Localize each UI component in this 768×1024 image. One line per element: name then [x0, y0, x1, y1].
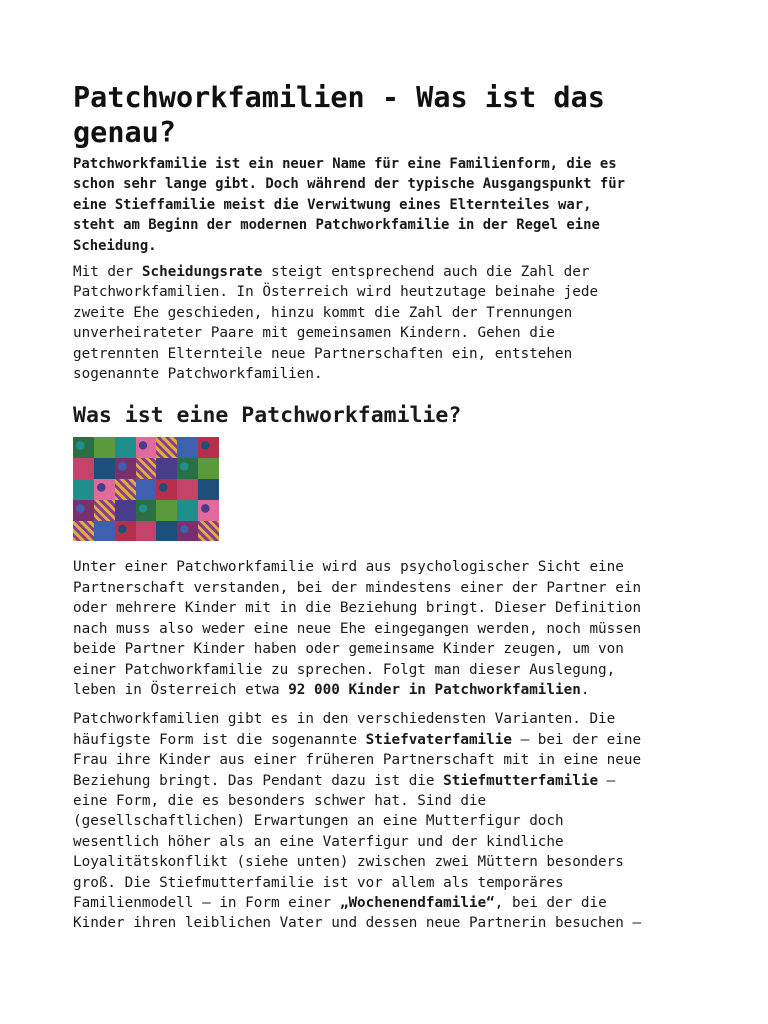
patchwork-fabric-image [73, 437, 219, 541]
patch-tile [177, 500, 198, 521]
patch-tile [156, 437, 177, 458]
patch-tile [198, 437, 219, 458]
patch-tile [94, 521, 115, 542]
patch-tile [136, 500, 157, 521]
text-segment: – eine Form, die es besonders schwer hat. Sind die (gesellschaftlichen) Erwartungen an eine Mutterfigur doch wesentlich höher als an eine Vaterfigur und der kindliche Loyalitätskonflikt (siehe unten) zwischen zwei Müttern besonders groß. Die Stiefmutterfamilie ist vor allem als temporäres Familienmodell – in Form einer [73, 772, 624, 911]
bold-term-stiefmutterfamilie: Stiefmutterfamilie [443, 772, 599, 789]
patch-tile [115, 458, 136, 479]
bold-term-wochenendfamilie: „Wochenendfamilie“ [339, 894, 495, 911]
section-heading: Was ist eine Patchworkfamilie? [73, 403, 462, 429]
patch-tile [177, 458, 198, 479]
patch-tile [73, 458, 94, 479]
patch-tile [156, 458, 177, 479]
bold-term-stiefvaterfamilie: Stiefvaterfamilie [365, 731, 512, 748]
patch-tile [198, 521, 219, 542]
paragraph-definition [73, 557, 698, 700]
paragraph-divorce-rate [73, 262, 698, 384]
patch-tile [177, 437, 198, 458]
text-segment: Unter einer Patchworkfamilie wird aus psychologischer Sicht eine Partnerschaft verstanden, bei der mindestens einer der Partner ein oder mehrere Kinder mit in die Beziehung bringt. Dieser Definition nach muss also weder eine neue Ehe eingegangen werden, noch müssen beide Partner Kinder haben oder gemeinsame Kinder zeugen, um von einer Patchworkfamilie zu sprechen. Folgt man dieser Auslegung, leben in Österreich etwa [73, 559, 642, 698]
patch-tile [94, 500, 115, 521]
patch-tile [198, 500, 219, 521]
patch-tile [94, 458, 115, 479]
patch-tile [177, 479, 198, 500]
patch-tile [136, 521, 157, 542]
patch-tile [136, 458, 157, 479]
text-segment: – bei der eine Frau ihre Kinder aus einer früheren Partnerschaft mit in eine neue Beziehung bringt. Das Pendant dazu ist die [73, 731, 642, 789]
patch-tile [94, 479, 115, 500]
patch-tile [177, 521, 198, 542]
text-segment: . [580, 681, 590, 698]
bold-term-scheidungsrate: Scheidungsrate [141, 264, 263, 281]
patch-tile [115, 437, 136, 458]
lead-paragraph: Patchworkfamilie ist ein neuer Name für eine Familienform, die es schon sehr lange gibt. Doch während der typische Ausgangspunkt für eine Stieffamilie meist die Verwitwung eines Elternteiles war, steht am Beginn der modernen Patchworkfamilie in der Regel eine Scheidung. [73, 156, 625, 254]
patch-tile [136, 479, 157, 500]
bold-term-children-count: 92 000 Kinder in Patchworkfamilien [288, 681, 581, 698]
text-segment: steigt entsprechend auch die Zahl der Patchworkfamilien. In Österreich wird heutzutage beinahe jede zweite Ehe geschieden, hinzu kommt die Zahl der Trennungen unverheirateter Paare mit gemeinsamen Kindern. Gehen die getrennten Elternteile neue Partnerschaften ein, entstehen sogenannte Patchworkfamilien. [73, 264, 599, 383]
patch-tile [115, 521, 136, 542]
text-segment: Mit der [73, 264, 142, 281]
patch-tile [115, 479, 136, 500]
patch-tile [156, 479, 177, 500]
page-title: Patchworkfamilien - Was ist das genau? [73, 81, 605, 149]
patch-tile [198, 479, 219, 500]
patch-tile [94, 437, 115, 458]
patch-tile [198, 458, 219, 479]
patch-tile [156, 521, 177, 542]
patch-tile [115, 500, 136, 521]
patch-tile [156, 500, 177, 521]
patch-tile [136, 437, 157, 458]
article [73, 80, 698, 934]
patch-tile [73, 521, 94, 542]
patch-tile [73, 437, 94, 458]
paragraph-variants [73, 709, 698, 933]
text-segment: Patchworkfamilien gibt es in den verschiedensten Varianten. Die häufigste Form ist die sogenannte [73, 711, 616, 748]
patch-tile [73, 479, 94, 500]
text-segment: , bei der die Kinder ihren leiblichen Vater und dessen neue Partnerin besuchen – [73, 894, 642, 932]
patch-tile [73, 500, 94, 521]
